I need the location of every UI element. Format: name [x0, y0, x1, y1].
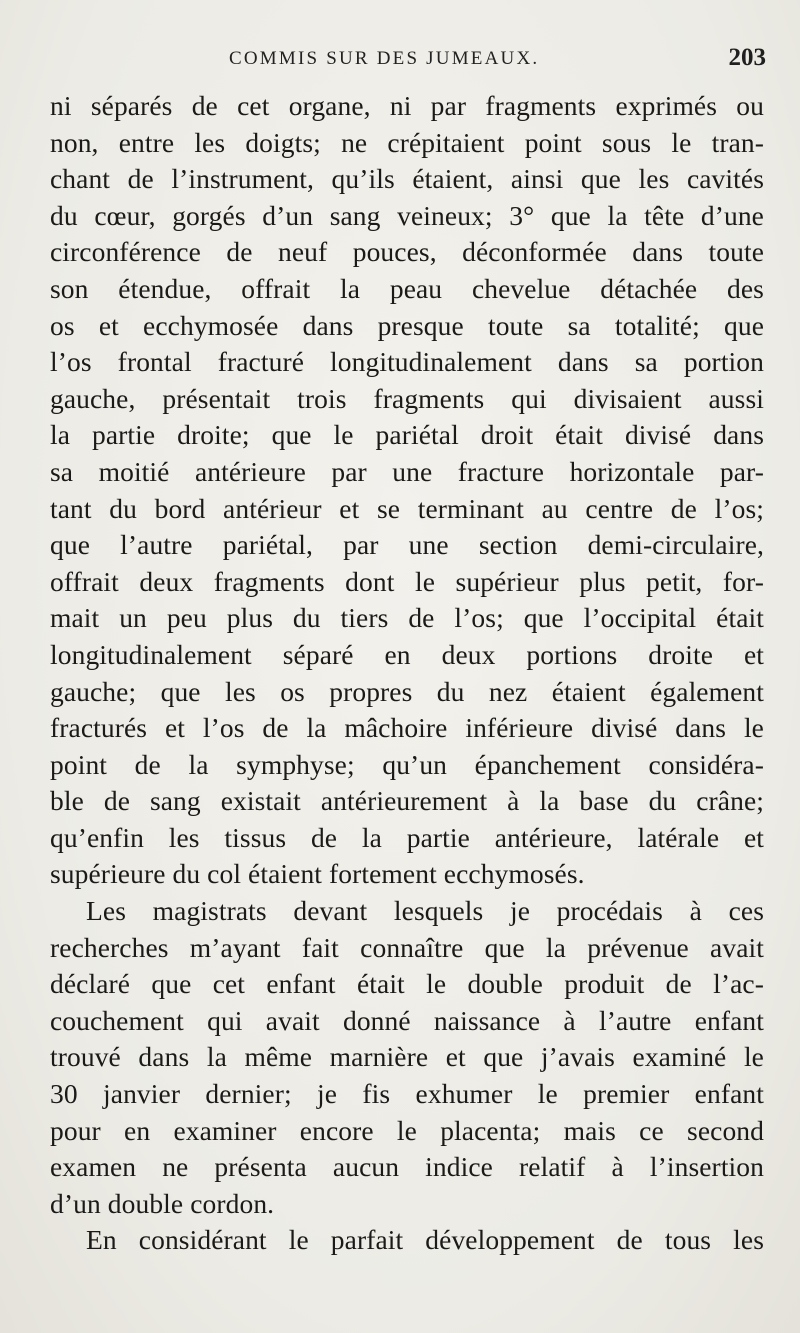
text-line: gauche, présentait trois fragments qui divisaient aussi [50, 382, 764, 414]
text-line: os et ecchymosée dans presque toute sa totalité; que [50, 309, 764, 341]
text-line: déclaré que cet enfant était le double produit de l’ac- [50, 968, 764, 1000]
text-line: couchement qui avait donné naissance à l’autre enfant [50, 1004, 764, 1036]
text-line: point de la symphyse; qu’un épanchement considéra- [50, 748, 764, 780]
text-line: qu’enfin les tissus de la partie antérieure, latérale et [50, 821, 764, 853]
page-number: 203 [728, 44, 766, 71]
text-line: gauche; que les os propres du nez étaient également [50, 675, 764, 707]
text-line: 30 janvier dernier; je fis exhumer le premier enfant [50, 1078, 764, 1110]
text-line: la partie droite; que le pariétal droit était divisé dans [50, 419, 764, 451]
text-line: son étendue, offrait la peau chevelue détachée des [50, 272, 764, 304]
text-line: que l’autre pariétal, par une section demi-circulaire, [50, 529, 764, 561]
text-line: sa moitié antérieure par une fracture horizontale par- [50, 455, 764, 487]
paragraph-first-line: En considérant le parfait développement de tous les [86, 1224, 764, 1256]
body-text [50, 88, 764, 1259]
text-line: non, entre les doigts; ne crépitaient point sous le tran- [50, 126, 764, 158]
page-header [54, 44, 768, 78]
text-line: fracturés et l’os de la mâchoire inférieure divisé dans le [50, 712, 764, 744]
text-line: l’os frontal fracturé longitudinalement dans sa portion [50, 346, 764, 378]
text-line: chant de l’instrument, qu’ils étaient, ainsi que les cavités [50, 163, 764, 195]
text-line: trouvé dans la même marnière et que j’avais examiné le [50, 1041, 764, 1073]
paragraph-end-line: supérieure du col étaient fortement ecchymosés. [50, 858, 585, 890]
text-line: recherches m’ayant fait connaître que la prévenue avait [50, 931, 764, 963]
text-line: du cœur, gorgés d’un sang veineux; 3° que la tête d’une [50, 199, 764, 231]
text-line: pour en examiner encore le placenta; mais ce second [50, 1114, 764, 1146]
text-line: ble de sang existait antérieurement à la base du crâne; [50, 785, 764, 817]
text-line: circonférence de neuf pouces, déconformée dans toute [50, 236, 764, 268]
paragraph-end-line: d’un double cordon. [50, 1187, 275, 1219]
text-line: tant du bord antérieur et se terminant au centre de l’os; [50, 492, 764, 524]
text-line: ni séparés de cet organe, ni par fragments exprimés ou [50, 90, 764, 121]
text-line: longitudinalement séparé en deux portions droite et [50, 638, 764, 670]
text-line: mait un peu plus du tiers de l’os; que l’occipital était [50, 602, 764, 634]
text-line: offrait deux fragments dont le supérieur plus petit, for- [50, 565, 764, 597]
paragraph-first-line: Les magistrats devant lesquels je procédais à ces [86, 895, 764, 927]
text-line: examen ne présenta aucun indice relatif à l’insertion [50, 1151, 764, 1183]
running-head: COMMIS SUR DES JUMEAUX. [229, 48, 540, 69]
